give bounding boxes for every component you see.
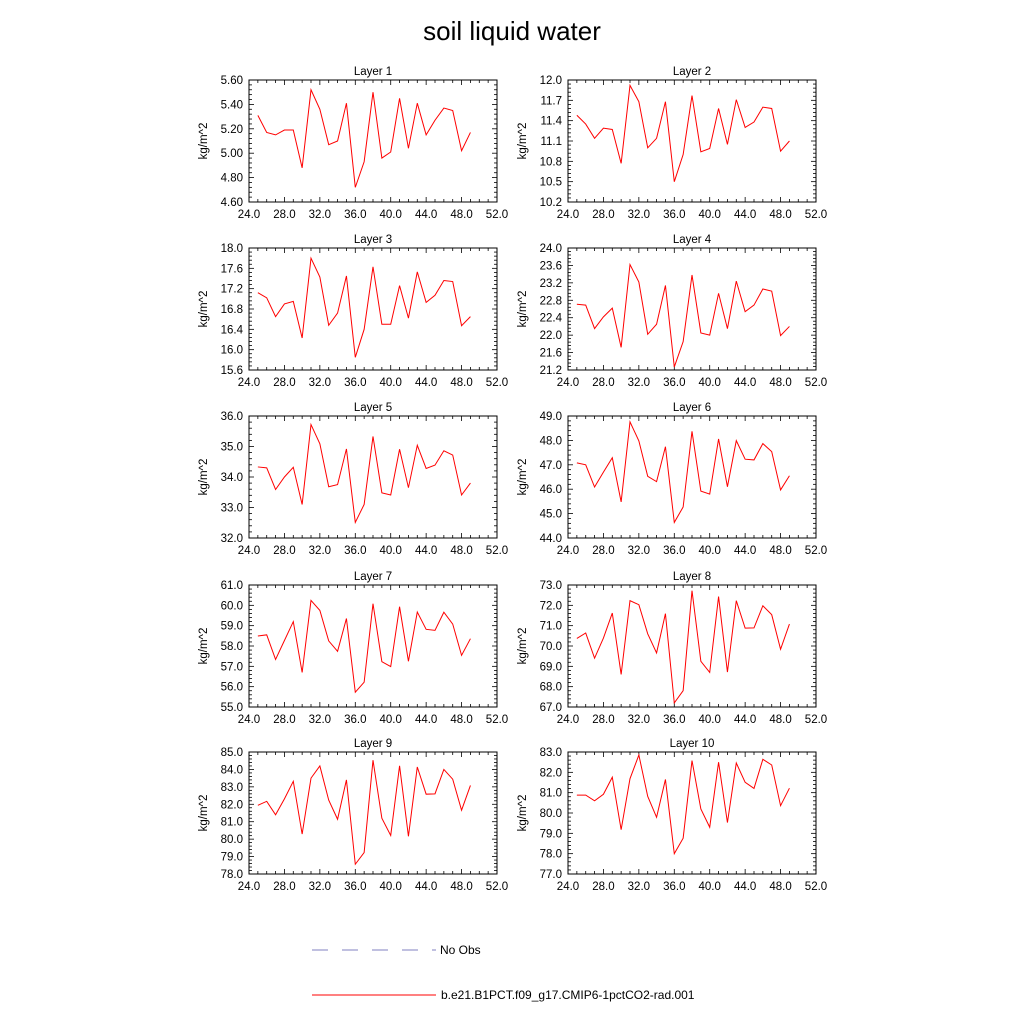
y-tick-label: 45.0 xyxy=(539,508,562,521)
x-tick-label: 52.0 xyxy=(804,377,828,389)
y-tick-label: 10.8 xyxy=(539,156,562,169)
y-tick-label: 79.0 xyxy=(539,828,562,841)
y-tick-label: 55.0 xyxy=(220,702,243,714)
y-tick-label: 82.0 xyxy=(220,799,243,812)
panel-layer-6 xyxy=(517,402,827,557)
x-tick-label: 52.0 xyxy=(485,209,509,221)
x-tick-label: 44.0 xyxy=(733,377,757,389)
x-tick-label: 44.0 xyxy=(414,209,438,221)
x-tick-label: 24.0 xyxy=(237,377,261,389)
x-tick-label: 52.0 xyxy=(485,377,509,389)
y-axis-label: kg/m^2 xyxy=(198,290,210,328)
y-tick-label: 83.0 xyxy=(220,781,243,794)
x-tick-label: 28.0 xyxy=(592,209,615,221)
x-tick-label: 44.0 xyxy=(733,881,757,893)
y-tick-label: 22.4 xyxy=(539,312,562,325)
y-tick-label: 82.0 xyxy=(539,767,562,780)
x-tick-label: 24.0 xyxy=(237,714,261,726)
x-tick-label: 52.0 xyxy=(485,881,509,893)
y-tick-label: 5.60 xyxy=(220,75,243,87)
panel-layer-1 xyxy=(198,66,508,221)
panel-title: Layer 1 xyxy=(353,66,393,78)
x-tick-label: 32.0 xyxy=(308,714,332,726)
x-tick-label: 36.0 xyxy=(344,881,367,893)
y-tick-label: 71.0 xyxy=(539,620,562,633)
y-tick-label: 21.2 xyxy=(539,365,562,377)
x-tick-label: 28.0 xyxy=(273,209,296,221)
plot-frame xyxy=(249,416,497,538)
panel-title: Layer 4 xyxy=(672,234,712,246)
x-tick-label: 48.0 xyxy=(769,377,792,389)
panel-title: Layer 9 xyxy=(353,738,393,750)
y-tick-label: 5.20 xyxy=(220,123,243,136)
panels xyxy=(198,66,827,893)
x-tick-label: 48.0 xyxy=(450,209,473,221)
x-tick-label: 40.0 xyxy=(698,714,721,726)
y-tick-label: 23.2 xyxy=(539,277,562,290)
y-tick-label: 35.0 xyxy=(220,441,243,454)
x-tick-label: 48.0 xyxy=(769,209,792,221)
x-tick-label: 36.0 xyxy=(344,209,367,221)
x-tick-label: 36.0 xyxy=(663,545,686,557)
y-tick-label: 22.0 xyxy=(539,330,562,343)
panel-title: Layer 8 xyxy=(672,571,712,583)
y-tick-label: 59.0 xyxy=(220,620,243,633)
y-tick-label: 57.0 xyxy=(220,661,243,674)
y-tick-label: 4.60 xyxy=(220,197,243,209)
x-tick-label: 28.0 xyxy=(273,714,296,726)
x-tick-label: 36.0 xyxy=(663,714,686,726)
y-axis-label: kg/m^2 xyxy=(517,122,529,160)
x-tick-label: 48.0 xyxy=(769,545,792,557)
legend-label: b.e21.B1PCT.f09_g17.CMIP6-1pctCO2-rad.001 xyxy=(441,988,695,1002)
x-tick-label: 52.0 xyxy=(804,881,828,893)
y-tick-label: 78.0 xyxy=(539,848,562,861)
y-tick-label: 11.4 xyxy=(540,115,562,128)
x-tick-label: 36.0 xyxy=(663,377,686,389)
y-tick-label: 84.0 xyxy=(220,764,243,777)
panel-title: Layer 3 xyxy=(353,234,393,246)
y-tick-label: 58.0 xyxy=(220,641,243,653)
series-line xyxy=(577,591,790,703)
x-tick-label: 28.0 xyxy=(273,545,296,557)
x-tick-label: 52.0 xyxy=(804,714,828,726)
x-tick-label: 24.0 xyxy=(237,545,261,557)
x-tick-label: 48.0 xyxy=(769,881,792,893)
y-tick-label: 61.0 xyxy=(220,580,243,592)
x-tick-label: 28.0 xyxy=(273,881,296,893)
x-tick-label: 44.0 xyxy=(414,714,438,726)
y-tick-label: 16.4 xyxy=(220,324,243,337)
y-tick-label: 33.0 xyxy=(220,502,243,515)
y-tick-label: 10.2 xyxy=(539,197,562,209)
series-line xyxy=(258,600,471,692)
x-tick-label: 28.0 xyxy=(592,377,615,389)
series-line xyxy=(258,90,471,188)
x-tick-label: 40.0 xyxy=(698,545,721,557)
x-tick-label: 24.0 xyxy=(237,209,261,221)
y-tick-label: 79.0 xyxy=(220,851,243,864)
panel-title: Layer 2 xyxy=(672,66,712,78)
plot-frame xyxy=(568,752,816,874)
y-tick-label: 81.0 xyxy=(220,816,243,829)
series-line xyxy=(258,760,471,864)
legend-item-model-run xyxy=(312,988,695,1002)
x-tick-label: 44.0 xyxy=(733,545,757,557)
x-tick-label: 32.0 xyxy=(308,881,332,893)
legend-item-no-obs xyxy=(312,943,481,957)
y-axis-label: kg/m^2 xyxy=(517,290,529,328)
y-tick-label: 4.80 xyxy=(220,172,243,185)
y-tick-label: 73.0 xyxy=(539,580,562,592)
y-tick-label: 80.0 xyxy=(220,834,243,847)
panel-layer-3 xyxy=(198,234,508,389)
y-axis-label: kg/m^2 xyxy=(517,794,529,832)
plot-frame xyxy=(249,585,497,707)
x-tick-label: 24.0 xyxy=(556,209,580,221)
x-tick-label: 32.0 xyxy=(308,377,332,389)
y-tick-label: 22.8 xyxy=(539,295,562,308)
chart-title: soil liquid water xyxy=(423,16,601,46)
x-tick-label: 36.0 xyxy=(344,714,367,726)
legend-label: No Obs xyxy=(440,943,481,957)
y-tick-label: 83.0 xyxy=(539,747,562,759)
y-tick-label: 44.0 xyxy=(539,533,562,545)
y-tick-label: 78.0 xyxy=(220,869,243,881)
y-tick-label: 5.40 xyxy=(220,99,243,112)
y-tick-label: 67.0 xyxy=(539,702,562,714)
x-tick-label: 28.0 xyxy=(592,714,615,726)
panel-layer-5 xyxy=(198,402,508,557)
x-tick-label: 44.0 xyxy=(414,377,438,389)
series-line xyxy=(258,425,471,523)
x-tick-label: 32.0 xyxy=(627,545,651,557)
y-tick-label: 17.2 xyxy=(220,283,243,296)
x-tick-label: 40.0 xyxy=(379,377,402,389)
x-tick-label: 40.0 xyxy=(379,209,402,221)
x-tick-label: 32.0 xyxy=(308,545,332,557)
legend xyxy=(312,943,695,1002)
y-tick-label: 68.0 xyxy=(539,681,562,694)
x-tick-label: 40.0 xyxy=(379,545,402,557)
x-tick-label: 48.0 xyxy=(450,545,473,557)
panel-layer-4 xyxy=(517,234,827,389)
x-tick-label: 40.0 xyxy=(379,714,402,726)
x-tick-label: 40.0 xyxy=(379,881,402,893)
y-tick-label: 12.0 xyxy=(539,75,562,87)
y-tick-label: 49.0 xyxy=(539,411,562,423)
y-tick-label: 69.0 xyxy=(539,661,562,674)
x-tick-label: 48.0 xyxy=(450,377,473,389)
x-tick-label: 44.0 xyxy=(733,714,757,726)
x-tick-label: 32.0 xyxy=(627,714,651,726)
y-tick-label: 15.6 xyxy=(220,365,243,377)
panel-title: Layer 7 xyxy=(353,571,393,583)
y-tick-label: 77.0 xyxy=(539,869,562,881)
x-tick-label: 36.0 xyxy=(663,881,686,893)
x-tick-label: 28.0 xyxy=(592,881,615,893)
y-tick-label: 21.6 xyxy=(539,347,562,360)
x-tick-label: 24.0 xyxy=(556,545,580,557)
panel-layer-8 xyxy=(517,571,827,726)
x-tick-label: 28.0 xyxy=(273,377,296,389)
y-tick-label: 32.0 xyxy=(220,533,243,545)
series-line xyxy=(258,258,471,357)
x-tick-label: 36.0 xyxy=(344,377,367,389)
x-tick-label: 52.0 xyxy=(485,714,509,726)
panel-layer-7 xyxy=(198,571,508,726)
x-tick-label: 32.0 xyxy=(627,209,651,221)
y-tick-label: 16.8 xyxy=(220,304,243,316)
x-tick-label: 40.0 xyxy=(698,377,721,389)
x-tick-label: 48.0 xyxy=(450,881,473,893)
y-tick-label: 80.0 xyxy=(539,808,562,820)
x-tick-label: 28.0 xyxy=(592,545,615,557)
plot-frame xyxy=(568,248,816,370)
x-tick-label: 52.0 xyxy=(804,545,828,557)
x-tick-label: 32.0 xyxy=(627,377,651,389)
panel-title: Layer 5 xyxy=(353,402,393,414)
y-axis-label: kg/m^2 xyxy=(517,627,529,665)
y-tick-label: 47.0 xyxy=(539,459,562,472)
y-tick-label: 17.6 xyxy=(220,263,243,276)
panel-title: Layer 10 xyxy=(669,738,715,750)
plot-frame xyxy=(249,752,497,874)
x-tick-label: 44.0 xyxy=(733,209,757,221)
y-tick-label: 11.7 xyxy=(540,95,562,108)
x-tick-label: 24.0 xyxy=(556,881,580,893)
x-tick-label: 48.0 xyxy=(769,714,792,726)
y-tick-label: 18.0 xyxy=(220,243,243,255)
series-line xyxy=(577,422,790,523)
y-axis-label: kg/m^2 xyxy=(517,458,529,496)
x-tick-label: 32.0 xyxy=(627,881,651,893)
panel-title: Layer 6 xyxy=(672,402,712,414)
y-tick-label: 23.6 xyxy=(539,260,562,273)
x-tick-label: 24.0 xyxy=(237,881,261,893)
y-tick-label: 46.0 xyxy=(539,484,562,497)
y-tick-label: 34.0 xyxy=(220,472,243,484)
y-tick-label: 5.00 xyxy=(220,148,243,161)
x-tick-label: 52.0 xyxy=(485,545,509,557)
x-tick-label: 24.0 xyxy=(556,714,580,726)
panel-layer-10 xyxy=(517,738,827,893)
panel-layer-9 xyxy=(198,738,508,893)
y-tick-label: 24.0 xyxy=(539,243,562,255)
x-tick-label: 32.0 xyxy=(308,209,332,221)
plot-frame xyxy=(568,585,816,707)
y-tick-label: 81.0 xyxy=(539,787,562,800)
x-tick-label: 44.0 xyxy=(414,545,438,557)
x-tick-label: 36.0 xyxy=(663,209,686,221)
y-tick-label: 16.0 xyxy=(220,344,243,357)
y-axis-label: kg/m^2 xyxy=(198,627,210,665)
series-line xyxy=(577,755,790,854)
y-axis-label: kg/m^2 xyxy=(198,794,210,832)
y-tick-label: 72.0 xyxy=(539,600,562,613)
series-line xyxy=(577,265,790,367)
x-tick-label: 40.0 xyxy=(698,209,721,221)
plot-frame xyxy=(249,248,497,370)
x-tick-label: 48.0 xyxy=(450,714,473,726)
y-tick-label: 60.0 xyxy=(220,600,243,613)
x-tick-label: 40.0 xyxy=(698,881,721,893)
x-tick-label: 24.0 xyxy=(556,377,580,389)
y-tick-label: 56.0 xyxy=(220,681,243,694)
y-axis-label: kg/m^2 xyxy=(198,458,210,496)
y-axis-label: kg/m^2 xyxy=(198,122,210,160)
x-tick-label: 52.0 xyxy=(804,209,828,221)
y-tick-label: 10.5 xyxy=(539,176,562,189)
y-tick-label: 85.0 xyxy=(220,747,243,759)
panel-layer-2 xyxy=(517,66,827,221)
series-line xyxy=(577,85,790,181)
x-tick-label: 36.0 xyxy=(344,545,367,557)
y-tick-label: 70.0 xyxy=(539,641,562,653)
y-tick-label: 48.0 xyxy=(539,435,562,448)
y-tick-label: 11.1 xyxy=(540,136,562,148)
x-tick-label: 44.0 xyxy=(414,881,438,893)
y-tick-label: 36.0 xyxy=(220,411,243,423)
